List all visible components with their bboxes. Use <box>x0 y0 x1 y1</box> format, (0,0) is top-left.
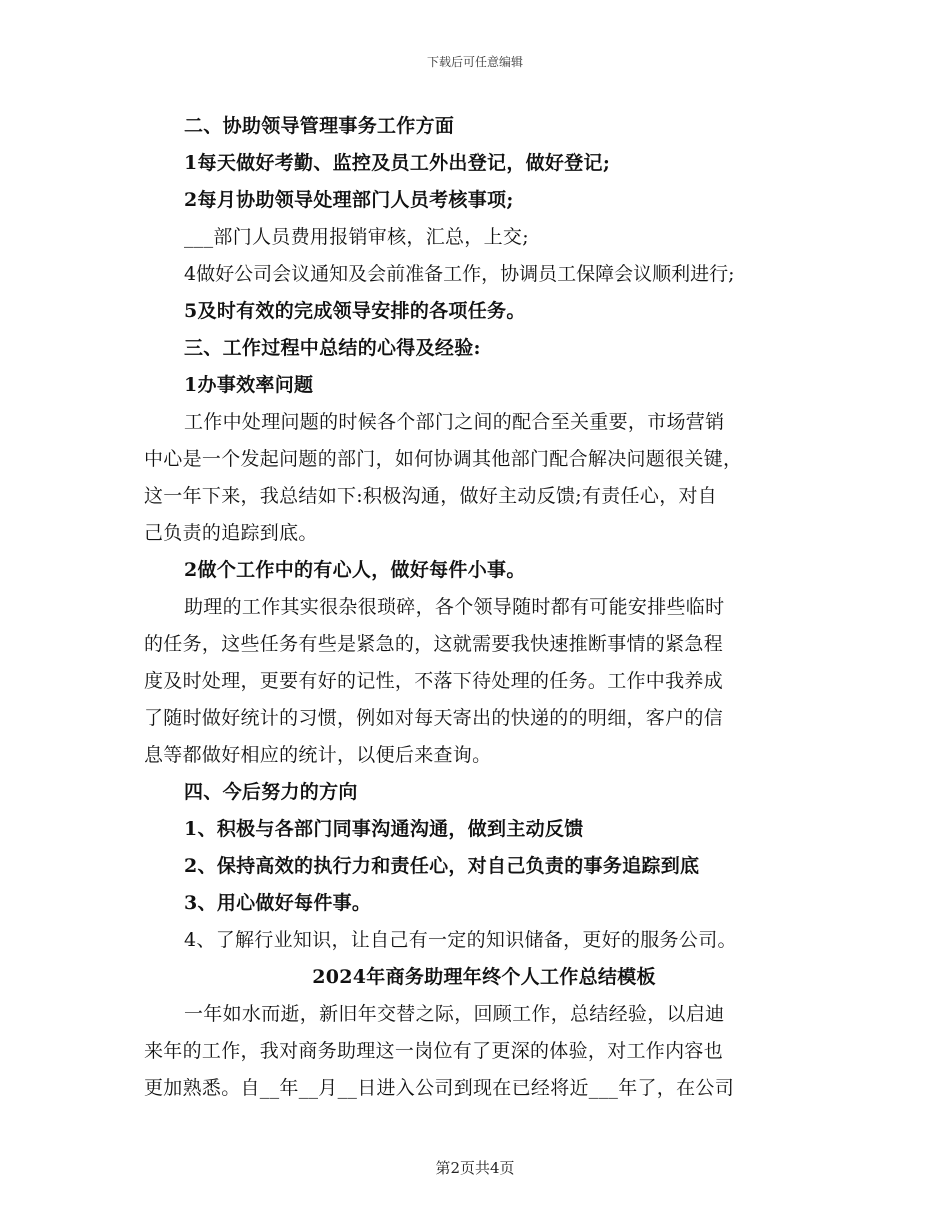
page-footer: 第2页共4页 <box>435 1159 515 1177</box>
text-line: 5及时有效的完成领导安排的各项任务。 <box>184 300 526 322</box>
text-line: 了随时做好统计的习惯，例如对每天寄出的快递的的明细，客户的信 <box>144 707 724 729</box>
text-line: 四、今后努力的方向 <box>184 781 358 803</box>
text-line: 更加熟悉。自__年__月__日进入公司到现在已经将近___年了，在公司 <box>144 1077 735 1099</box>
text-line: 2做个工作中的有心人，做好每件小事。 <box>184 559 526 581</box>
text-line: 2、保持高效的执行力和责任心，对自己负责的事务追踪到底 <box>184 855 700 877</box>
text-line: 度及时处理，更要有好的记性，不落下待处理的任务。工作中我养成 <box>144 670 724 692</box>
text-line: 一年如水而逝，新旧年交替之际，回顾工作，总结经验，以启迪 <box>184 1003 725 1025</box>
document-body <box>144 108 824 1107</box>
text-line: ___部门人员费用报销审核，汇总，上交; <box>184 226 529 248</box>
text-line: 1、积极与各部门同事沟通沟通，做到主动反馈 <box>184 818 584 840</box>
text-line: 2024年商务助理年终个人工作总结模板 <box>312 966 656 988</box>
text-line: 4做好公司会议通知及会前准备工作，协调员工保障会议顺利进行; <box>184 263 735 285</box>
text-line: 4、了解行业知识，让自己有一定的知识储备，更好的服务公司。 <box>184 929 737 951</box>
text-line: 中心是一个发起问题的部门，如何协调其他部门配合解决问题很关键， <box>144 448 743 470</box>
text-line: 息等都做好相应的统计，以便后来查询。 <box>144 744 492 766</box>
text-line: 这一年下来，我总结如下:积极沟通，做好主动反馈;有责任心，对自 <box>144 485 718 507</box>
text-line: 三、工作过程中总结的心得及经验: <box>184 337 481 359</box>
text-line: 1办事效率问题 <box>184 374 314 396</box>
text-line: 助理的工作其实很杂很琐碎，各个领导随时都有可能安排些临时 <box>184 596 725 618</box>
text-line: 己负责的追踪到底。 <box>144 522 318 544</box>
text-line: 3、用心做好每件事。 <box>184 892 372 914</box>
text-line: 1每天做好考勤、监控及员工外出登记，做好登记; <box>184 152 611 174</box>
text-line: 的任务，这些任务有些是紧急的，这就需要我快速推断事情的紧急程 <box>144 633 724 655</box>
page-header: 下载后可任意编辑 <box>426 55 523 69</box>
text-line: 来年的工作，我对商务助理这一岗位有了更深的体验，对工作内容也 <box>144 1040 724 1062</box>
text-line: 2每月协助领导处理部门人员考核事项; <box>184 189 514 211</box>
text-line: 工作中处理问题的时候各个部门之间的配合至关重要，市场营销 <box>184 411 725 433</box>
text-line: 二、协助领导管理事务工作方面 <box>184 115 455 137</box>
